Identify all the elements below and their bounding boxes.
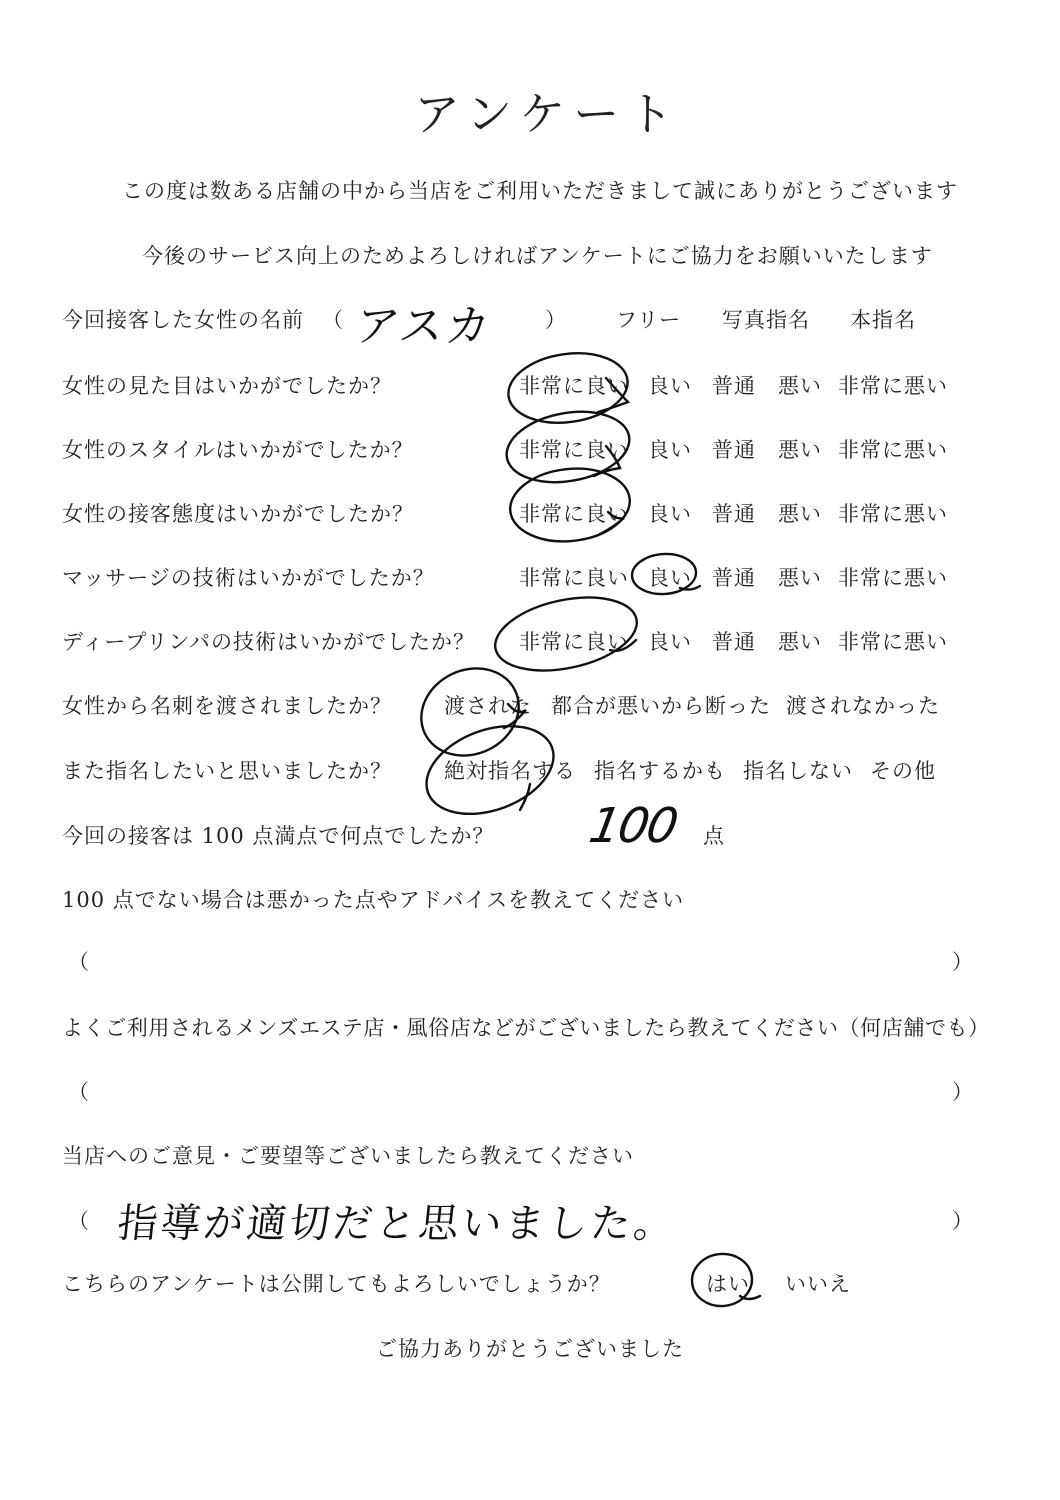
option-very-bad[interactable]: 非常に悪い bbox=[838, 566, 948, 590]
option-normal[interactable]: 普通 bbox=[712, 566, 756, 590]
option-bad[interactable]: 悪い bbox=[778, 502, 822, 526]
option-no[interactable]: 指名しない bbox=[743, 759, 853, 783]
option-normal[interactable]: 普通 bbox=[712, 374, 756, 398]
option-no[interactable]: いいえ bbox=[785, 1272, 851, 1296]
option-bad[interactable]: 悪い bbox=[778, 438, 822, 462]
shops-open-paren: （ bbox=[68, 1080, 90, 1104]
option-free[interactable]: フリー bbox=[616, 308, 682, 332]
question-looks: 女性の見た目はいかがでしたか？ bbox=[62, 374, 392, 398]
option-good[interactable]: 良い bbox=[648, 630, 692, 654]
option-yes[interactable]: はい bbox=[706, 1272, 750, 1296]
option-definitely[interactable]: 絶対指名する bbox=[444, 759, 576, 783]
score-answer[interactable]: 100 bbox=[585, 798, 681, 854]
option-good[interactable]: 良い bbox=[648, 374, 692, 398]
option-very-good[interactable]: 非常に良い bbox=[519, 630, 629, 654]
page-title: アンケート bbox=[414, 87, 682, 141]
option-normal[interactable]: 普通 bbox=[712, 630, 756, 654]
selection-tail-massage bbox=[680, 586, 700, 590]
question-massage: マッサージの技術はいかがでしたか？ bbox=[62, 566, 435, 590]
intro-line-2: 今後のサービス向上のためよろしければアンケートにご協力をお願いいたします bbox=[142, 244, 933, 268]
name-open-paren: （ bbox=[322, 308, 344, 332]
option-good[interactable]: 良い bbox=[648, 566, 692, 590]
selection-tail-attitude bbox=[600, 512, 624, 534]
question-opinion: 当店へのご意見・ご要望等ございましたら教えてください bbox=[62, 1144, 634, 1168]
question-shops: よくご利用されるメンズエステ店・風俗店などがございましたら教えてください（何店舗でも） bbox=[62, 1016, 990, 1040]
name-answer[interactable]: アスカ bbox=[351, 301, 496, 352]
option-very-bad[interactable]: 非常に悪い bbox=[838, 438, 948, 462]
option-very-good[interactable]: 非常に良い bbox=[519, 502, 629, 526]
question-style: 女性のスタイルはいかがでしたか？ bbox=[62, 438, 414, 462]
option-good[interactable]: 良い bbox=[648, 502, 692, 526]
shops-close-paren: ） bbox=[952, 1080, 974, 1104]
option-received[interactable]: 渡された bbox=[444, 694, 532, 718]
option-maybe[interactable]: 指名するかも bbox=[594, 759, 726, 783]
opinion-close-paren: ） bbox=[952, 1209, 974, 1233]
option-normal[interactable]: 普通 bbox=[712, 438, 756, 462]
option-photo-nomination[interactable]: 写真指名 bbox=[722, 308, 810, 332]
question-score: 今回の接客は 100 点満点で何点でしたか？ bbox=[62, 824, 495, 848]
advice-open-paren: （ bbox=[68, 950, 90, 974]
option-main-nomination[interactable]: 本指名 bbox=[850, 308, 916, 332]
question-repeat: また指名したいと思いましたか？ bbox=[62, 759, 392, 783]
option-very-good[interactable]: 非常に良い bbox=[519, 438, 629, 462]
name-close-paren: ） bbox=[545, 308, 567, 332]
opinion-open-paren: （ bbox=[68, 1209, 90, 1233]
option-not-received[interactable]: 渡されなかった bbox=[786, 694, 940, 718]
question-advice: 100 点でない場合は悪かった点やアドバイスを教えてください bbox=[62, 888, 685, 912]
question-publish: こちらのアンケートは公開してもよろしいでしょうか？ bbox=[62, 1272, 611, 1296]
option-other[interactable]: その他 bbox=[870, 759, 936, 783]
score-unit: 点 bbox=[703, 824, 725, 848]
selection-circle-repeat bbox=[414, 710, 565, 830]
selection-tail-publish bbox=[740, 1296, 760, 1299]
opinion-answer[interactable]: 指導が適切だと思いました。 bbox=[115, 1201, 680, 1247]
option-bad[interactable]: 悪い bbox=[778, 374, 822, 398]
question-business-card: 女性から名刺を渡されましたか？ bbox=[62, 694, 392, 718]
option-declined[interactable]: 都合が悪いから断った bbox=[551, 694, 771, 718]
intro-line-1: この度は数ある店舗の中から当店をご利用いただきまして誠にありがとうございます bbox=[122, 179, 958, 203]
selection-circle-publish bbox=[690, 1251, 754, 1308]
option-normal[interactable]: 普通 bbox=[712, 502, 756, 526]
selection-circle-card bbox=[407, 653, 533, 771]
question-lymph: ディープリンパの技術はいかがでしたか？ bbox=[62, 630, 475, 654]
closing-message: ご協力ありがとうございました bbox=[376, 1337, 684, 1361]
question-attitude: 女性の接客態度はいかがでしたか？ bbox=[62, 502, 414, 526]
option-very-bad[interactable]: 非常に悪い bbox=[838, 374, 948, 398]
selection-circle-attitude bbox=[507, 463, 634, 547]
option-very-good[interactable]: 非常に良い bbox=[519, 374, 629, 398]
option-bad[interactable]: 悪い bbox=[778, 630, 822, 654]
name-question: 今回接客した女性の名前 bbox=[62, 308, 304, 332]
selection-circle-lymph bbox=[489, 586, 644, 682]
option-bad[interactable]: 悪い bbox=[778, 566, 822, 590]
option-good[interactable]: 良い bbox=[648, 438, 692, 462]
option-very-bad[interactable]: 非常に悪い bbox=[838, 502, 948, 526]
option-very-good[interactable]: 非常に良い bbox=[519, 566, 629, 590]
option-very-bad[interactable]: 非常に悪い bbox=[838, 630, 948, 654]
advice-close-paren: ） bbox=[952, 950, 974, 974]
